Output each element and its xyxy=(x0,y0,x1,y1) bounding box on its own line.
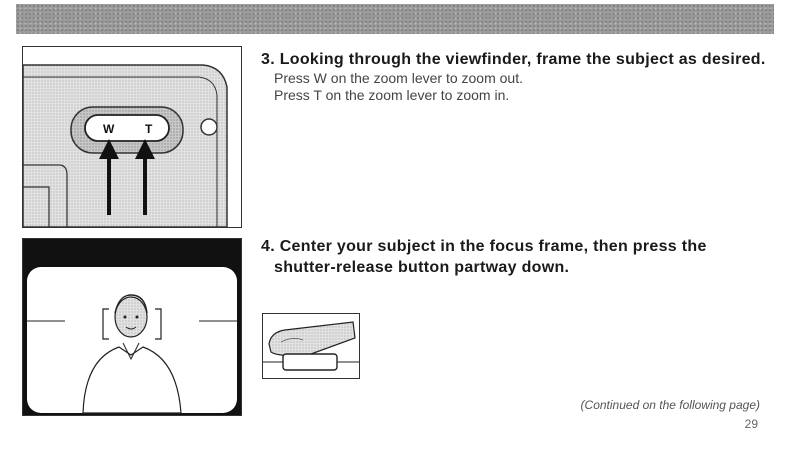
finger-pressing-shutter-illustration xyxy=(262,313,360,379)
viewfinder-illustration xyxy=(22,238,242,416)
step-3-line-1: Press W on the zoom lever to zoom out. xyxy=(274,70,523,86)
step-3 xyxy=(261,49,771,104)
continued-note: (Continued on the following page) xyxy=(580,398,760,412)
wide-label: W xyxy=(103,122,115,136)
step-4 xyxy=(261,236,771,278)
step-3-title: 3. Looking through the viewfinder, frame the subject as desired. xyxy=(261,51,766,68)
zoom-lever-illustration xyxy=(22,46,242,228)
page-number: 29 xyxy=(744,417,758,431)
tele-label: T xyxy=(145,122,153,136)
header-band xyxy=(16,4,774,34)
step-3-line-2: Press T on the zoom lever to zoom in. xyxy=(274,87,510,103)
step-4-title: 4. Center your subject in the focus frame, then press the shutter-release button partway down. xyxy=(261,238,707,276)
